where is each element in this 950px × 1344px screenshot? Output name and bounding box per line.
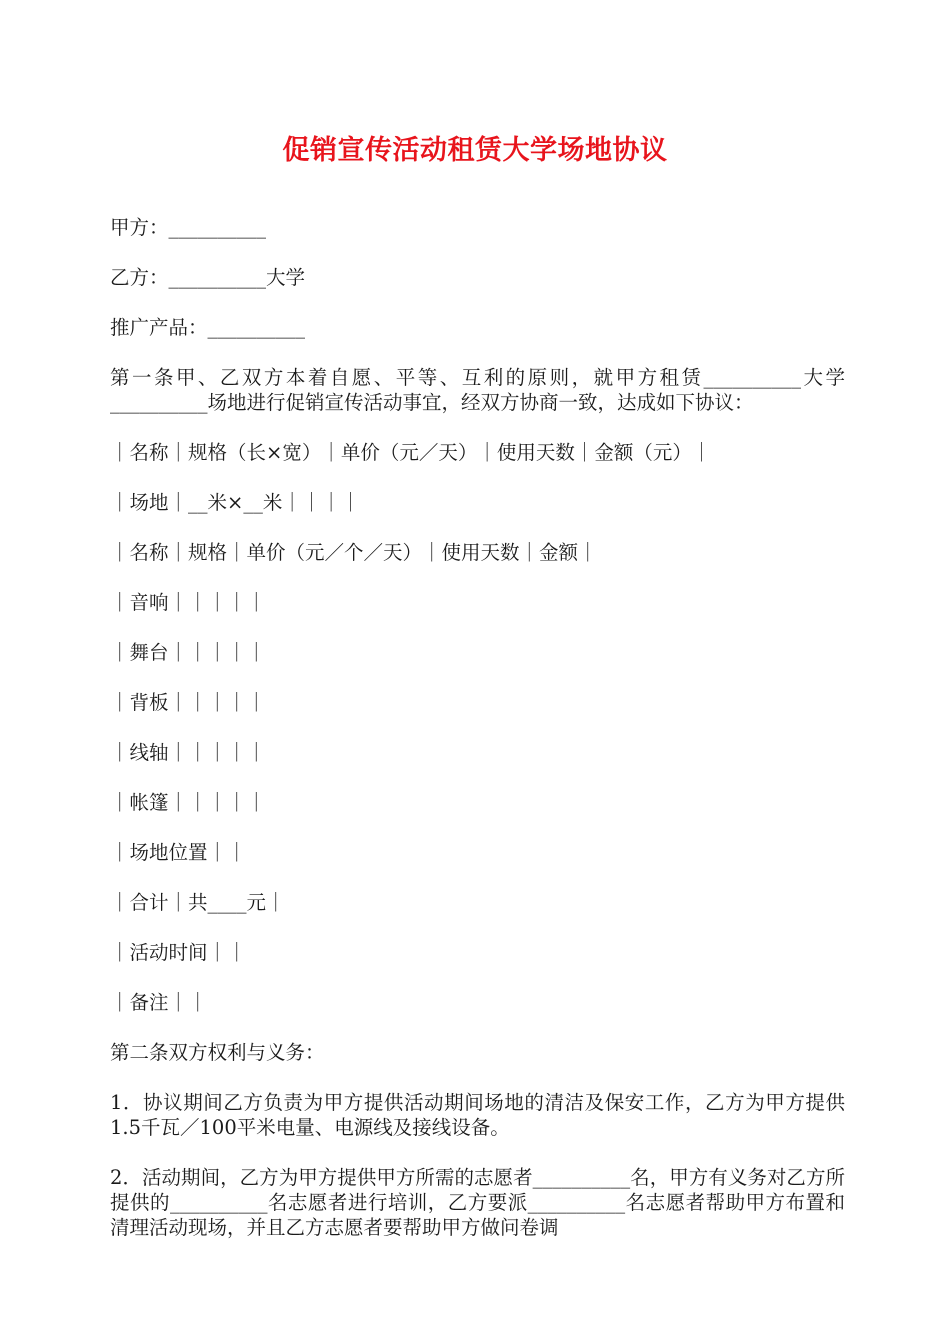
party-b-line: 乙方：__________大学	[110, 266, 306, 289]
table-row: ｜备注｜｜	[110, 991, 208, 1014]
document-body	[110, 215, 845, 1240]
clause-1: 1．协议期间乙方负责为甲方提供活动期间场地的清洁及保安工作，乙方为甲方提供1.5千瓦／100平米电量、电源线及接线设备。	[110, 1091, 845, 1139]
table-row: ｜线轴｜｜｜｜｜	[110, 741, 267, 764]
table-row: ｜名称｜规格（长×宽）｜单价（元／天）｜使用天数｜金额（元）｜	[110, 441, 712, 464]
table-row: ｜舞台｜｜｜｜｜	[110, 641, 267, 664]
table-row: ｜场地｜__米×__米｜｜｜｜	[110, 491, 361, 514]
table-row: ｜音响｜｜｜｜｜	[110, 591, 267, 614]
table-row: ｜帐篷｜｜｜｜｜	[110, 791, 267, 814]
table-row: ｜名称｜规格｜单价（元／个／天）｜使用天数｜金额｜	[110, 541, 598, 564]
table-row: ｜活动时间｜｜	[110, 941, 247, 964]
clause-2: 2．活动期间，乙方为甲方提供甲方所需的志愿者__________名，甲方有义务对乙方所提供的__________名志愿者进行培训，乙方要派__________名志愿者帮助甲方布置和清理活动现场，并且乙方志愿者要帮助甲方做问卷调	[110, 1166, 845, 1239]
table-row: ｜合计｜共____元｜	[110, 891, 286, 914]
document-title: 促销宣传活动租赁大学场地协议	[282, 135, 668, 166]
article-1: 第一条甲、乙双方本着自愿、平等、互利的原则，就甲方租赁__________大学__________场地进行促销宣传活动事宜，经双方协商一致，达成如下协议：	[110, 366, 845, 414]
article-2-heading: 第二条双方权利与义务：	[110, 1041, 325, 1064]
product-line: 推广产品：__________	[110, 316, 306, 339]
table-row: ｜背板｜｜｜｜｜	[110, 691, 267, 714]
party-a-line: 甲方：__________	[110, 216, 267, 239]
table-row: ｜场地位置｜｜	[110, 841, 247, 864]
